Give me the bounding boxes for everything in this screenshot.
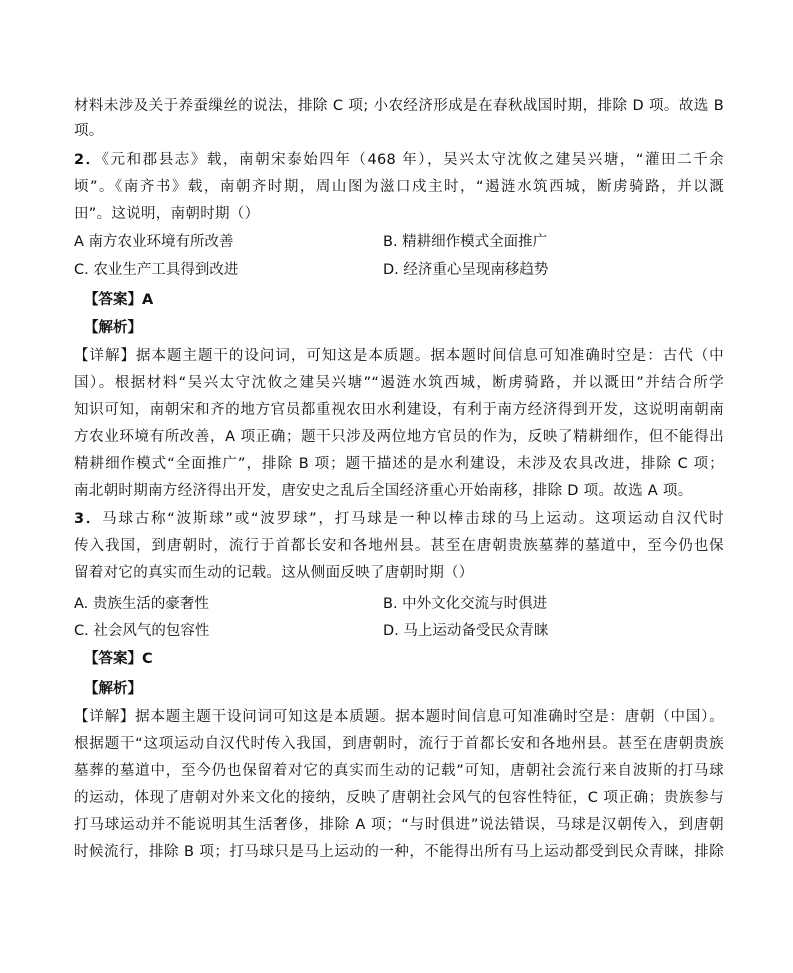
q3-option-d: D. 马上运动备受民众青睐 [383,623,549,639]
q3-stem-line-2: 传入我国，到唐朝时，流行于首都长安和各地州县。甚至在唐朝贵族墓葬的墓道中，至今仍也保 [74,538,724,554]
q2-analysis-label: 【解析】 [84,320,142,336]
q2-answer [84,290,153,310]
q3-detail-line-3: 墓葬的墓道中，至今仍也保留着对它的真实而生动的记载”可知，唐朝社会流行来自波斯的打马球 [74,763,724,779]
q3-detail-line-5: 打马球运动并不能说明其生活奢侈，排除 A 项；“与时俱进”说法错误，马球是汉朝传入，到唐朝 [74,817,724,833]
q2-option-a: A 南方农业环境有所改善 [74,234,234,250]
q2-option-b: B. 精耕细作模式全面推广 [383,234,548,250]
q3-number: 3． [74,511,103,527]
q3-detail-line-4: 的运动，体现了唐朝对外来文化的接纳，反映了唐朝社会风气的包容性特征，C 项正确；贵族参与 [74,790,724,806]
q2-answer-value: A [142,292,154,308]
q2-option-c: C. 农业生产工具得到改进 [74,262,239,278]
q3-detail-line-1: 【详解】据本题主题干设问词可知这是本质题。据本题时间信息可知准确时空是：唐朝（中国）。 [74,709,724,725]
q2-stem-line-2: 顷”。《南齐书》载，南朝齐时期，周山图为滋口戍主时，“遏涟水筑西城，断虏骑路，并以溉 [74,179,724,195]
q3-option-c: C. 社会风气的包容性 [74,623,210,639]
q2-stem-line-3: 田”。这说明，南朝时期（） [74,206,260,222]
q2-detail-line-4: 方农业环境有所改善，A 项正确；题干只涉及两位地方官员的作为，反映了精耕细作，但不能得出 [74,429,724,445]
q2-detail-line-5: 精耕细作模式“全面推广”，排除 B 项；题干描述的是水利建设，未涉及农具改进，排除 C 项； [74,456,724,472]
q2-stem-line-1 [74,150,724,170]
q3-answer [84,649,153,669]
q3-stem-text-1: 马球古称“波斯球”或“波罗球”，打马球是一种以棒击球的马上运动。这项运动自汉代时 [102,511,724,527]
q2-detail-line-3: 知识可知，南朝宋和齐的地方官员都重视农田水利建设，有利于南方经济得到开发，这说明南朝南 [74,402,724,418]
q2-stem-text-1: 《元和郡县志》载，南朝宋泰始四年（468 年），吴兴太守沈攸之建吴兴塘，“灌田二千余 [101,152,724,168]
carryover-line-2: 项。 [74,123,104,139]
q3-detail-line-2: 根据题干“这项运动自汉代时传入我国，到唐朝时，流行于首都长安和各地州县。甚至在唐朝贵族 [74,736,724,752]
carryover-line-1: 材料未涉及关于养蚕缫丝的说法，排除 C 项; 小农经济形成是在春秋战国时期，排除 D 项。故选 B [74,98,724,114]
q3-option-b: B. 中外文化交流与时俱进 [383,596,548,612]
q3-detail-line-6: 时候流行，排除 B 项；打马球只是马上运动的一种，不能得出所有马上运动都受到民众青睐，排除 [74,844,724,860]
q3-analysis-label: 【解析】 [84,681,142,697]
q3-answer-value: C [142,651,153,667]
q2-detail-line-2: 国）。根据材料“吴兴太守沈攸之建吴兴塘”“遏涟水筑西城，断虏骑路，并以溉田”并结合所学 [74,375,724,391]
q3-option-a: A. 贵族生活的豪奢性 [74,596,209,612]
q3-stem-line-1 [74,509,724,529]
q3-answer-label: 【答案】 [84,651,142,667]
q2-detail-line-6: 南北朝时期南方经济得出开发，唐安史之乱后全国经济重心开始南移，排除 D 项。故选 A 项。 [74,483,693,499]
q2-number: 2． [74,152,102,168]
q2-answer-label: 【答案】 [84,292,142,308]
q2-detail-line-1: 【详解】据本题主题干的设问词，可知这是本质题。据本题时间信息可知准确时空是：古代（中 [74,348,724,364]
q2-option-d: D. 经济重心呈现南移趋势 [383,262,549,278]
q3-stem-line-3: 留着对它的真实而生动的记载。这从侧面反映了唐朝时期（） [74,565,474,581]
